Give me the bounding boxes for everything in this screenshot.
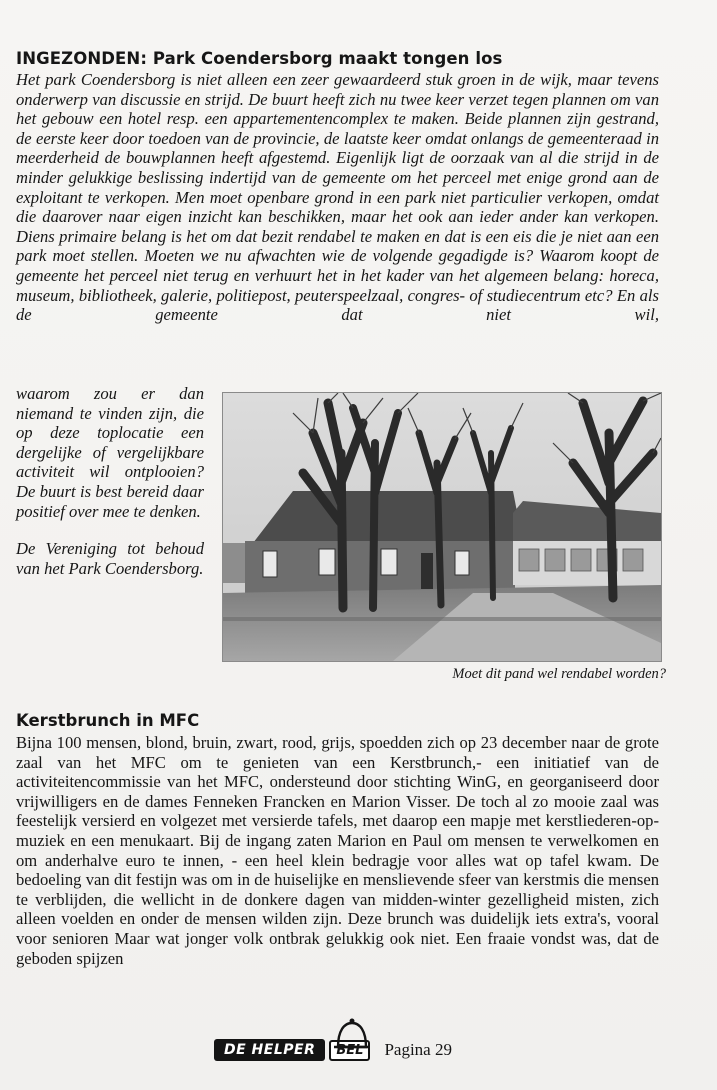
article-signature: De Vereniging tot behoud van het Park Coendersborg. bbox=[16, 539, 204, 578]
article-side-text: waarom zou er dan niemand te vinden zijn, die op deze toplocatie een dergelijke of vergelijkbare activiteit wil ontplooien? De buurt is best bereid daar positief over mee te denken. bbox=[16, 384, 204, 521]
building-photo bbox=[222, 392, 662, 662]
helper-bel-logo bbox=[214, 1037, 370, 1063]
logo-text: DE HELPER bbox=[214, 1039, 325, 1061]
page-footer bbox=[214, 1034, 452, 1066]
photo-caption: Moet dit pand wel rendabel worden? bbox=[452, 666, 666, 682]
article-intro: Het park Coendersborg is niet alleen een zeer gewaardeerd stuk groen in de wijk, maar tevens onderwerp van discussie en strijd. De buurt heeft zich nu twee keer verzet tegen plannen om van het gebouw een hotel resp. een appartementencomplex te maken. Beide plannen zijn gestrand, de eerste keer door toedoen van de provincie, de laatste keer omdat onlangs de gemeenteraad in meerderheid de bouwplannen heeft afgestemd. Eigenlijk ligt de oorzaak van al die strijd in de minder gelukkige beslissing indertijd van de gemeente om het perceel met enige grond aan de exploitant te verkopen. Men moet openbare grond in een park niet particulier verkopen, omdat die daarover naar eigen inzicht kan beschikken, maar het ook aan ieder ander kan verkopen. Diens primaire belang is het om dat bezit rendabel te maken en dat is een eis die je niet aan een park moet stellen. Moeten we nu afwachten wie de volgende gegadigde is? Waarom koopt de gemeente het perceel niet terug en verhuurt het in het kader van het algemeen belang: horeca, museum, bibliotheek, galerie, politiepost, peuterspeelzaal, congres- of studiecentrum etc? En als de gemeente dat niet wil, bbox=[16, 70, 659, 325]
article-title-coendersborg: INGEZONDEN: Park Coendersborg maakt tongen los bbox=[16, 49, 503, 68]
article-title-kerstbrunch: Kerstbrunch in MFC bbox=[16, 711, 200, 730]
bell-icon bbox=[330, 1017, 374, 1051]
page-number: Pagina 29 bbox=[384, 1040, 452, 1059]
article-body-kerstbrunch: Bijna 100 mensen, blond, bruin, zwart, rood, grijs, spoedden zich op 23 december naar de grote zaal van het MFC om te genieten van een Kerstbrunch,- een initiatief van de activiteitencommissie van het MFC, ondersteund door stichting WinG, en georganiseerd door vrijwilligers en de dames Fenneken Francken en Marion Visser. De toch al zo mooie zaal was feestelijk versierd en volgezet met versierde tafels, met daarop een mapje met kerstliederen-op-muziek en een menukaart. Bij de ingang zaten Marion en Paul om mensen te verwelkomen en om anderhalve euro te innen, - een heel klein bedragje voor alles wat op tafel kwam. De bedoeling van dit festijn was om in de huiselijke en menslievende sfeer van kerstmis die mensen te verblijden, die wellicht in de donkere dagen van midden-winter gezelligheid misten, zich alleen voelden en onder de mensen wilden zijn. Deze brunch was duidelijk iets extra's, vooral voor senioren Maar wat jonger volk ontbrak gelukkig ook niet. Een fraaie vondst was, dat de geboden spijzen bbox=[16, 733, 659, 968]
article-side-column bbox=[16, 384, 204, 578]
logo-bel-text: BEL bbox=[329, 1040, 370, 1061]
